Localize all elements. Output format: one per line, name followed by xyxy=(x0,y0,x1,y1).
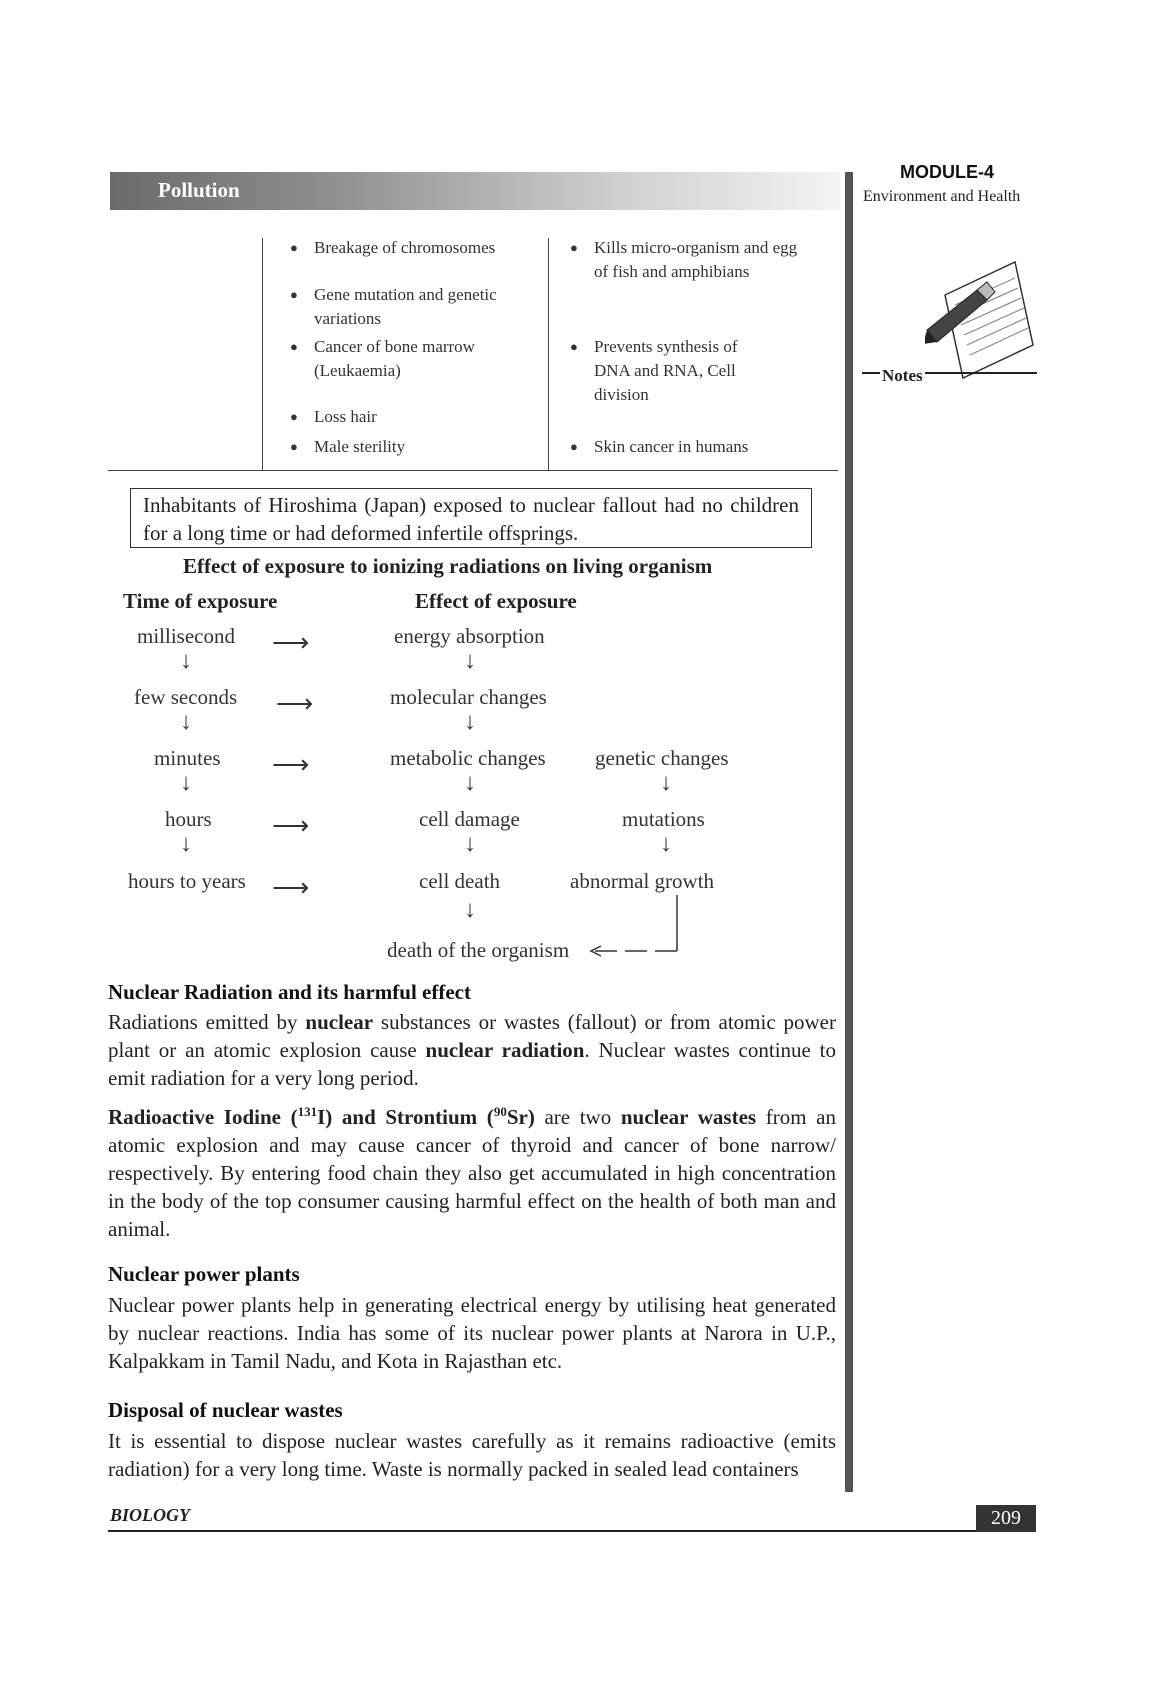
table-divider-left xyxy=(262,238,263,470)
section-title: Pollution xyxy=(158,178,240,202)
time-label: minutes xyxy=(154,746,221,770)
notepad-pencil-icon xyxy=(925,260,1035,390)
paragraph: It is essential to dispose nuclear wastes carefully as it remains radioactive (emits radiation) for a very long time. Waste is normally packed in sealed lead containers xyxy=(108,1429,836,1481)
footer-subject: BIOLOGY xyxy=(110,1505,190,1525)
down-arrow-icon: ↓ xyxy=(180,831,192,857)
page-number: 209 xyxy=(976,1505,1036,1532)
down-arrow-icon: ↓ xyxy=(660,831,672,857)
genetic-label: abnormal growth xyxy=(570,869,715,893)
down-arrow-icon: ↓ xyxy=(464,770,476,796)
list-item: ● Breakage of chromosomes xyxy=(314,236,534,260)
down-arrow-icon: ↓ xyxy=(180,709,192,735)
right-arrow-icon: ⟶ xyxy=(272,811,310,840)
section-heading: Nuclear Radiation and its harmful effect xyxy=(108,980,471,1004)
down-arrow-icon: ↓ xyxy=(464,648,476,674)
down-arrow-icon: ↓ xyxy=(180,648,192,674)
list-item: ● Loss hair xyxy=(314,405,534,429)
list-item: ● Cancer of bone marrow (Leukaemia) xyxy=(314,335,534,383)
note-box xyxy=(130,488,812,548)
notes-label: Notes xyxy=(882,366,923,385)
paragraph: Nuclear power plants help in generating electrical energy by utilising heat generated by nuclear reactions. India has some of its nuclear power plants at Narora in U.P., Kalpakkam in Tamil Nadu, and Kota in Rajasthan etc. xyxy=(108,1293,836,1373)
right-arrow-icon: ⟶ xyxy=(272,750,310,779)
right-arrow-icon: ⟶ xyxy=(272,628,310,657)
effect-label: energy absorption xyxy=(394,624,545,648)
list-item: ● Prevents synthesis of DNA and RNA, Cell division xyxy=(594,335,774,407)
down-arrow-icon: ↓ xyxy=(464,897,476,923)
list-item: ● Male sterility xyxy=(314,435,534,459)
time-label: hours to years xyxy=(128,869,246,893)
module-title: MODULE-4 xyxy=(900,162,994,182)
right-arrow-icon: ⟶ xyxy=(276,689,314,718)
genetic-label: genetic changes xyxy=(595,746,729,770)
list-item: ● Gene mutation and genetic variations xyxy=(314,283,504,331)
footer-rule xyxy=(108,1530,1036,1532)
effect-label: cell damage xyxy=(419,807,520,831)
table-divider-mid xyxy=(548,238,549,470)
section-heading: Disposal of nuclear wastes xyxy=(108,1398,343,1422)
down-arrow-icon: ↓ xyxy=(180,770,192,796)
effect-label: molecular changes xyxy=(390,685,547,709)
paragraph: Radiations emitted by nuclear substances or wastes (fallout) or from atomic power plant or an atomic explosion cause nuclear radiation. Nuclear wastes continue to emit radiation for a very long period. xyxy=(108,1010,836,1090)
time-column-heading: Time of exposure xyxy=(123,589,278,613)
final-effect-label: death of the organism xyxy=(387,938,570,962)
down-arrow-icon: ↓ xyxy=(464,709,476,735)
module-subtitle: Environment and Health xyxy=(863,188,1021,205)
section-heading: Nuclear power plants xyxy=(108,1262,300,1286)
down-arrow-icon: ↓ xyxy=(464,831,476,857)
time-label: hours xyxy=(165,807,212,831)
diagram-title: Effect of exposure to ionizing radiations on living organism xyxy=(183,554,713,578)
effect-column-heading: Effect of exposure xyxy=(415,589,577,613)
paragraph: Radioactive Iodine ($^{131}$I) and Strontium ($^{90}$Sr) are two nuclear wastes from an atomic explosion and may cause cancer of thyroid and cancer of bone narrow/ respectively. By entering food chain they also get accumulated in high concentration in the body of the top consumer causing harmful effect on the health of both man and animal. xyxy=(108,1104,836,1241)
list-item: ● Skin cancer in humans xyxy=(594,435,814,459)
table-bottom-rule xyxy=(108,470,838,471)
note-text: Inhabitants of Hiroshima (Japan) exposed to nuclear fallout had no children for a long time or had deformed infertile offsprings. xyxy=(143,493,799,545)
time-label: few seconds xyxy=(134,685,238,709)
effect-label: cell death xyxy=(419,869,501,893)
right-arrow-icon: ⟶ xyxy=(272,873,310,902)
return-arrow-connector xyxy=(585,895,685,960)
margin-divider xyxy=(845,172,853,1492)
list-item: ● Kills micro-organism and egg of fish and amphibians xyxy=(594,236,814,284)
time-label: millisecond xyxy=(137,624,235,648)
effect-label: metabolic changes xyxy=(390,746,546,770)
genetic-label: mutations xyxy=(622,807,705,831)
down-arrow-icon: ↓ xyxy=(660,770,672,796)
